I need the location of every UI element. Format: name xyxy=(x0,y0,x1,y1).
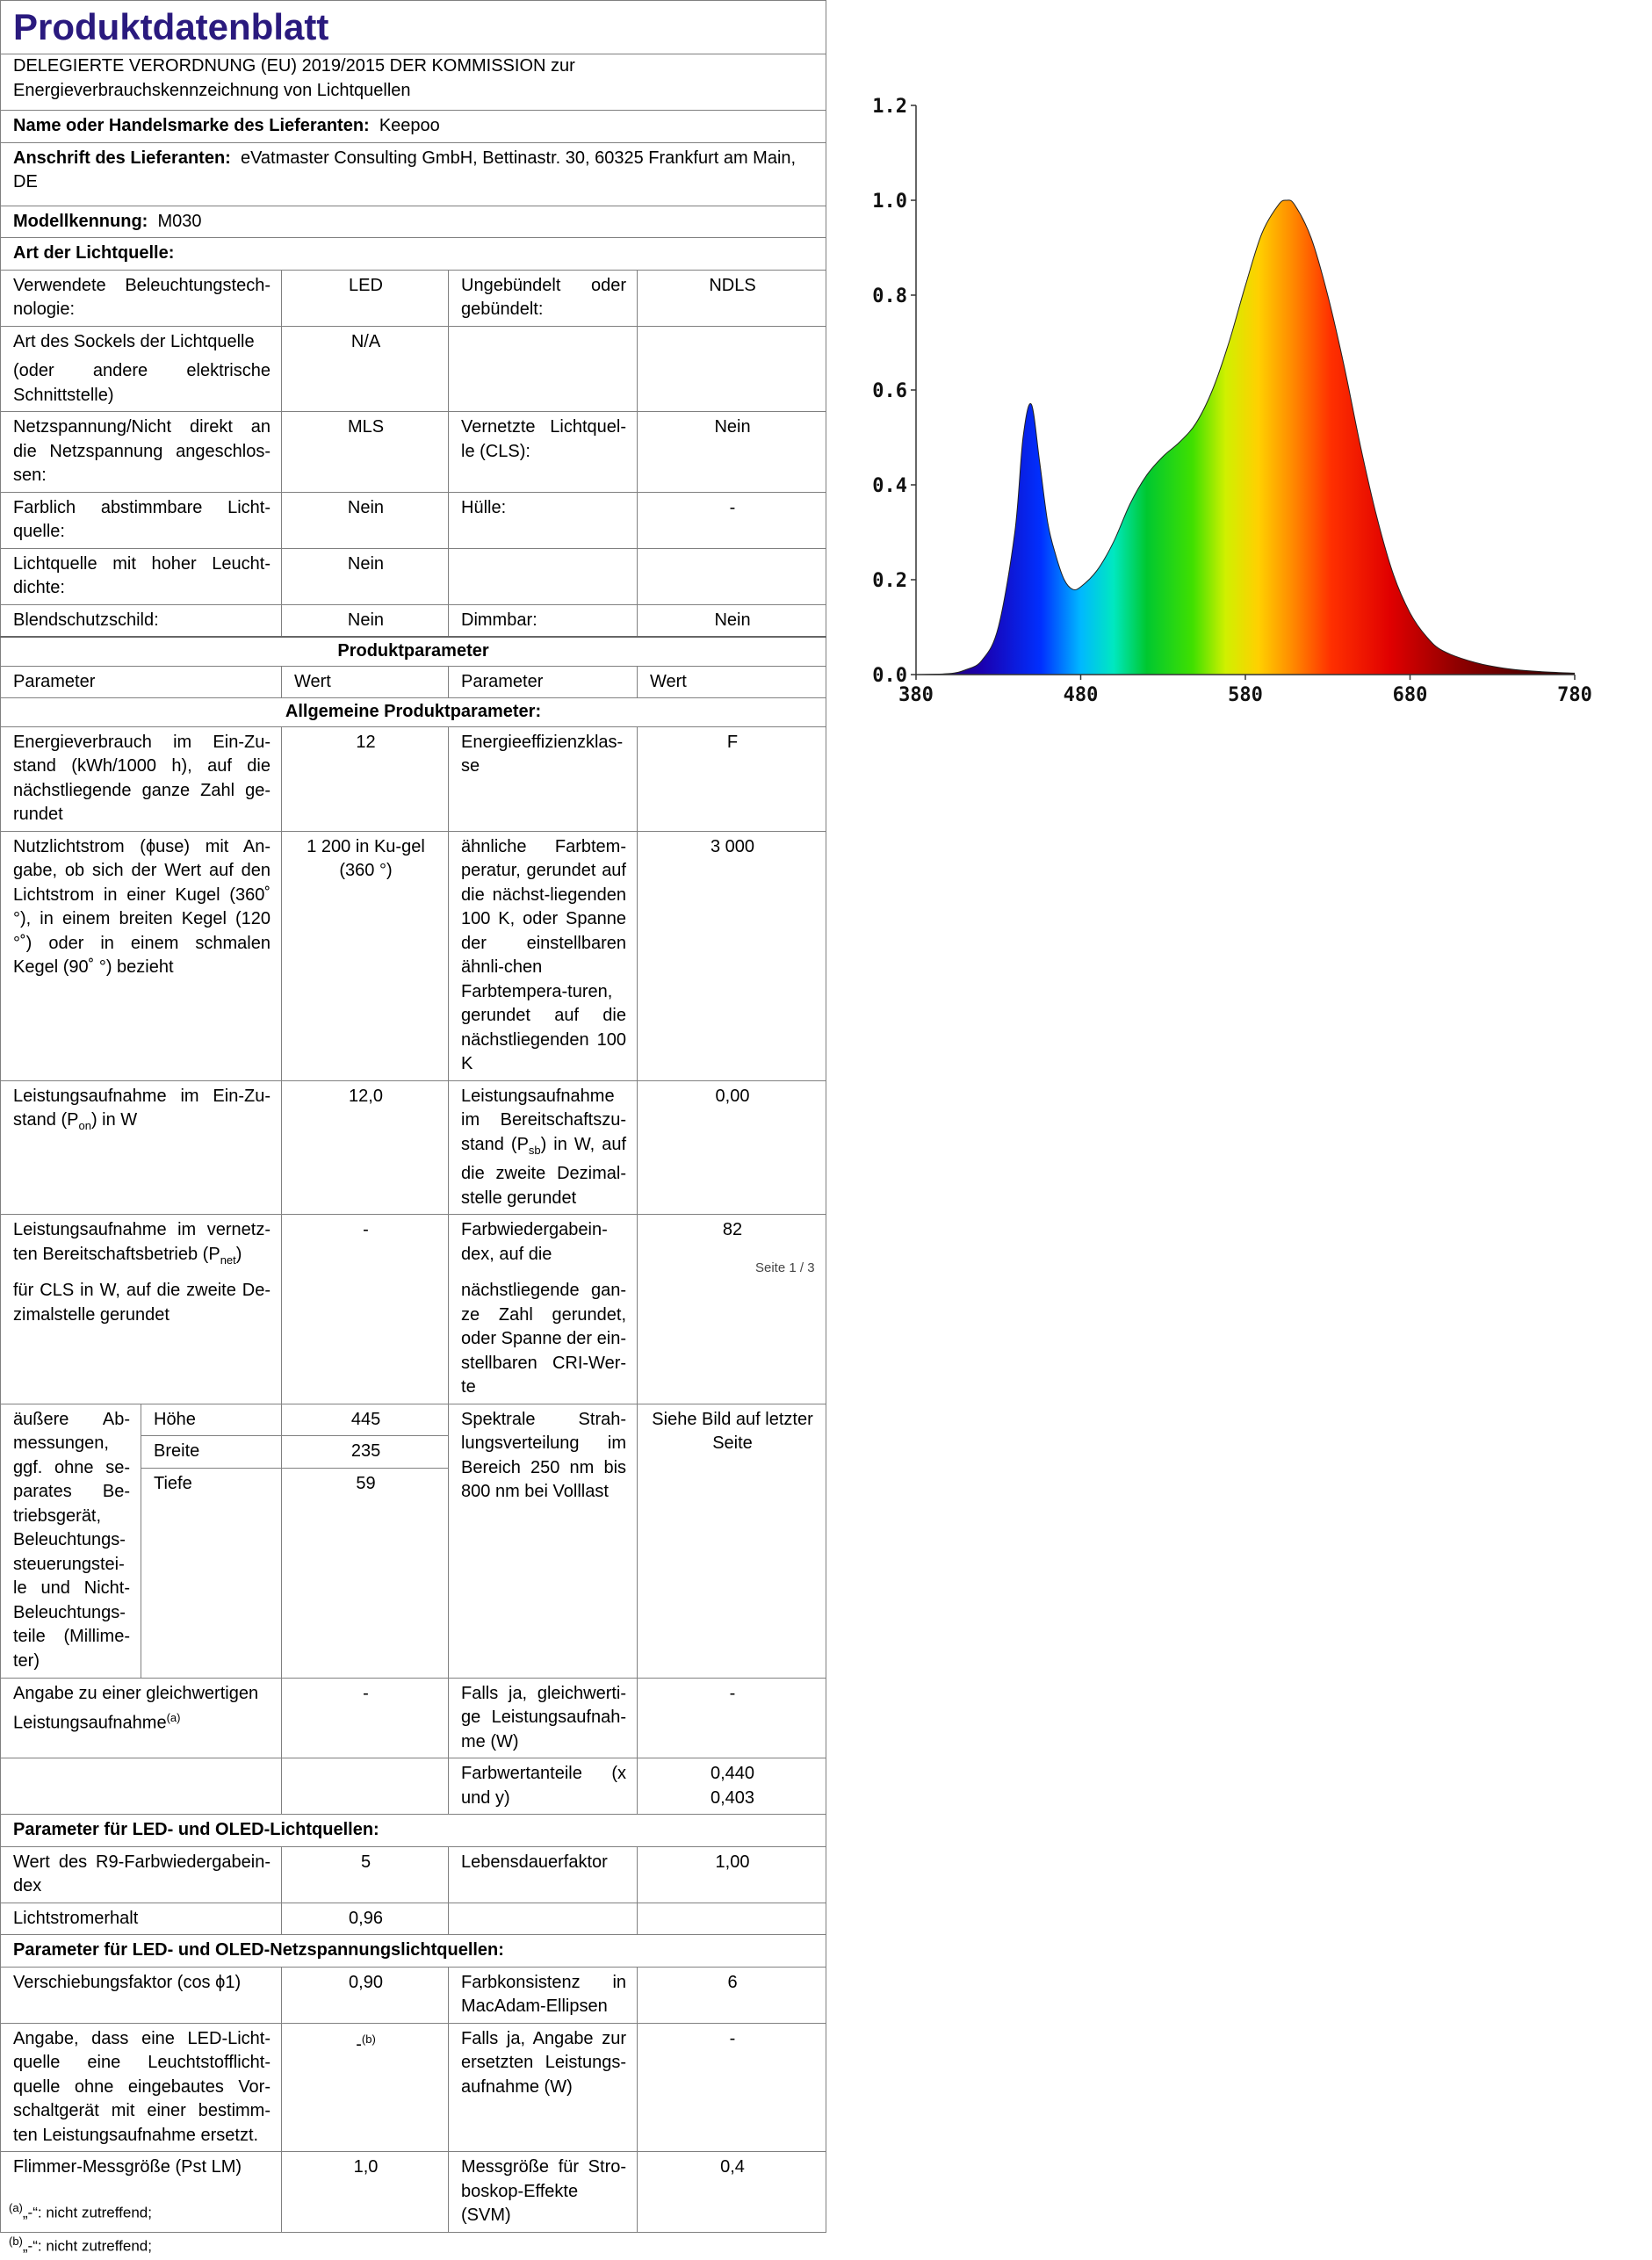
connected-value: Nein xyxy=(638,412,826,493)
model-row xyxy=(1,206,826,238)
header-value-2: Wert xyxy=(638,666,826,698)
product-params-heading: Produktparameter xyxy=(1,637,826,666)
led-params-heading: Parameter für LED- und OLED-Lichtquellen: xyxy=(1,1815,826,1847)
energy-class-value: F xyxy=(638,726,826,831)
standby-power-value: 0,00 xyxy=(638,1080,826,1215)
equivalent-power-value: - xyxy=(282,1678,449,1758)
colour-consistency-value: 6 xyxy=(638,1967,826,2023)
r9-value: 5 xyxy=(282,1846,449,1903)
empty-cell xyxy=(638,1275,826,1404)
mains-params-heading: Parameter für LED- und OLED-Netzspannungslichtquellen: xyxy=(1,1935,826,1968)
cri-value: 82 xyxy=(638,1215,826,1276)
footnote-a-mark: (a) xyxy=(9,2201,23,2214)
displacement-factor-label: Verschiebungsfaktor (cos ϕ1) xyxy=(1,1967,282,2023)
empty-cell xyxy=(1,1758,282,1815)
net-label-end: ) xyxy=(235,1244,242,1264)
empty-cell xyxy=(638,1903,826,1935)
fluorescent-replacement-value xyxy=(282,2023,449,2152)
empty-cell xyxy=(449,548,638,604)
y-tick-label: 0.4 xyxy=(872,475,907,497)
header-value-1: Wert xyxy=(282,666,449,698)
equivalent-power-if-yes-label: Falls ja, gleichwerti-ge Leistungsaufnah-me (W) xyxy=(449,1678,638,1758)
supplier-label: Name oder Handelsmarke des Lieferanten: xyxy=(13,116,370,135)
displacement-factor-value: 0,90 xyxy=(282,1967,449,2023)
chromaticity-value xyxy=(638,1758,826,1815)
supplier-row xyxy=(1,111,826,143)
fluorescent-replacement-label: Angabe, dass eine LED-Licht-quelle eine Leuchtstofflicht-quelle ohne eingebautes Vor-schaltgerät mit einer bestimm-ten Leistungsaufnahme ersetzt. xyxy=(1,2023,282,2152)
empty-cell xyxy=(449,1903,638,1935)
standby-label-text: Leistungsaufnahme im Bereitschaftszu-stand (P xyxy=(461,1086,626,1154)
x-tick-label: 680 xyxy=(1392,684,1428,706)
useful-flux-value: 1 200 in Ku-gel (360 °) xyxy=(282,831,449,1080)
net-sub: net xyxy=(220,1253,236,1267)
datasheet-table-1 xyxy=(0,0,826,1275)
energy-consumption-label: Energieverbrauch im Ein-Zu-stand (kWh/1000 h), auf die nächstliegende ganze Zahl ge-rundet xyxy=(1,726,282,831)
page-number: Seite 1 / 3 xyxy=(755,1260,815,1275)
dimensions-label: äußere Ab-messungen, ggf. ohne se-parates Be-triebsgerät, Beleuchtungs-steuerungstei-le und Nicht-Beleuchtungs-teile (Millime-ter) xyxy=(1,1404,141,1678)
footnotes xyxy=(9,2194,152,2260)
depth-label: Tiefe xyxy=(141,1468,282,1678)
directional-label: Ungebündelt oder gebündelt: xyxy=(449,270,638,326)
useful-flux-label: Nutzlichtstrom (ϕuse) mit An-gabe, ob sich der Wert auf den Lichtstrom in einer Kugel (360˚ °), in einem breiten Kegel (120 °˚) oder in einem schmalen Kegel (90˚ °) bezieht xyxy=(1,831,282,1080)
cri-label: Farbwiedergabein-dex, auf die xyxy=(449,1215,638,1276)
spectrum-chart-area xyxy=(834,0,1652,826)
high-luminance-value: Nein xyxy=(282,548,449,604)
x-tick-label: 780 xyxy=(1557,684,1592,706)
footnote-b-text: „-“: nicht zutreffend; xyxy=(22,2237,152,2255)
y-tick-label: 0.2 xyxy=(872,570,907,592)
replaced-power-label: Falls ja, Angabe zur ersetzten Leistungs-aufnahme (W) xyxy=(449,2023,638,2152)
datasheet-part-1 xyxy=(0,0,826,1275)
header-parameter-2: Parameter xyxy=(449,666,638,698)
equivalent-power-label xyxy=(1,1678,282,1758)
power-on-label xyxy=(1,1080,282,1215)
directional-value: NDLS xyxy=(638,270,826,326)
cap-type-label xyxy=(1,326,282,412)
spectral-distribution-label: Spektrale Strah-lungsverteilung im Bereich 250 nm bis 800 nm bei Volllast xyxy=(449,1404,638,1678)
address-value: eVatmaster Consulting GmbH, Bettinastr. 30, 60325 Frankfurt am Main, DE xyxy=(13,148,797,191)
page-title: Produktdatenblatt xyxy=(1,1,826,54)
cri-label-cont: nächstliegende gan-ze Zahl gerundet, oder Spanne der ein-stellbaren CRI-Wer-te xyxy=(449,1275,638,1404)
cap-type-label-2: (oder andere elektrische Schnittstelle) xyxy=(13,361,271,405)
mains-label: Netzspannung/Nicht direkt an die Netzspannung angeschlos-sen: xyxy=(1,412,282,493)
mains-value: MLS xyxy=(282,412,449,493)
power-on-label-end: ) in W xyxy=(90,1110,138,1130)
power-on-label-text: Leistungsaufnahme im Ein-Zu-stand (P xyxy=(13,1086,271,1130)
footnote-b-mark: (b) xyxy=(9,2234,23,2248)
anti-glare-value: Nein xyxy=(282,604,449,637)
anti-glare-label: Blendschutzschild: xyxy=(1,604,282,637)
address-row xyxy=(1,142,826,206)
height-value: 445 xyxy=(282,1404,449,1436)
cap-type-value: N/A xyxy=(282,326,449,412)
energy-consumption-value: 12 xyxy=(282,726,449,831)
chromaticity-y: 0,403 xyxy=(710,1787,755,1808)
empty-cell xyxy=(282,1758,449,1815)
dimmable-label: Dimmbar: xyxy=(449,604,638,637)
stroboscopic-label: Messgröße für Stro-boskop-Effekte (SVM) xyxy=(449,2152,638,2233)
r9-label: Wert des R9-Farbwiedergabein-dex xyxy=(1,1846,282,1903)
footnote-a xyxy=(9,2194,152,2228)
lumen-maintenance-label: Lichtstromerhalt xyxy=(1,1903,282,1935)
y-tick-label: 0.6 xyxy=(872,380,907,402)
technology-label: Verwendete Beleuchtungstech-nologie: xyxy=(1,270,282,326)
technology-value: LED xyxy=(282,270,449,326)
y-tick-label: 1.0 xyxy=(872,191,907,213)
power-on-sub: on xyxy=(78,1119,91,1132)
header-parameter-1: Parameter xyxy=(1,666,282,698)
height-label: Höhe xyxy=(141,1404,282,1436)
lumen-maintenance-value: 0,96 xyxy=(282,1903,449,1935)
width-label: Breite xyxy=(141,1436,282,1469)
general-params-heading: Allgemeine Produktparameter: xyxy=(1,698,826,727)
spectrum-chart xyxy=(834,0,1652,738)
chromaticity-x: 0,440 xyxy=(710,1764,755,1783)
networked-standby-label xyxy=(1,1215,282,1276)
networked-standby-label-cont: für CLS in W, auf die zweite De-zimalstelle gerundet xyxy=(1,1275,282,1404)
footnote-ref-a: (a) xyxy=(166,1711,181,1724)
model-value: M030 xyxy=(157,211,202,231)
dimmable-value: Nein xyxy=(638,604,826,637)
equivalent-power-text: Angabe zu einer gleichwertigen Leistungsaufnahme xyxy=(13,1683,259,1733)
chromaticity-label: Farbwertanteile (x und y) xyxy=(449,1758,638,1815)
empty-cell xyxy=(282,1275,449,1404)
empty-cell xyxy=(449,326,638,412)
flicker-label: Flimmer-Messgröße (Pst LM) xyxy=(1,2152,282,2233)
standby-label-end: ) in W, auf die zweite Dezimal-stelle gerundet xyxy=(461,1134,626,1208)
colour-consistency-label: Farbkonsistenz in MacAdam-Ellipsen xyxy=(449,1967,638,2023)
cap-type-label-1: Art des Sockels der Lichtquelle xyxy=(13,331,255,351)
standby-power-label xyxy=(449,1080,638,1215)
envelope-value: - xyxy=(638,492,826,548)
x-tick-label: 580 xyxy=(1228,684,1263,706)
width-value: 235 xyxy=(282,1436,449,1469)
y-tick-label: 1.2 xyxy=(872,96,907,118)
footnote-ref-b: (b) xyxy=(361,2032,376,2046)
cct-label: ähnliche Farbtem-peratur, gerundet auf die nächst-liegenden 100 K, oder Spanne der einstellbaren ähnli-chen Farbtempera-turen, gerundet auf die nächstliegenden 100 K xyxy=(449,831,638,1080)
footnote-a-text: „-“: nicht zutreffend; xyxy=(22,2204,152,2221)
equivalent-power-if-yes-value: - xyxy=(638,1678,826,1758)
standby-sub: sb xyxy=(528,1143,541,1157)
colour-tunable-value: Nein xyxy=(282,492,449,548)
spectral-distribution-value: Siehe Bild auf letzter Seite xyxy=(638,1404,826,1678)
replaced-power-value: - xyxy=(638,2023,826,2152)
address-label: Anschrift des Lieferanten: xyxy=(13,148,231,168)
cct-value: 3 000 xyxy=(638,831,826,1080)
model-label: Modellkennung: xyxy=(13,211,148,231)
survival-factor-value: 1,00 xyxy=(638,1846,826,1903)
high-luminance-label: Lichtquelle mit hoher Leucht-dichte: xyxy=(1,548,282,604)
flicker-value: 1,0 xyxy=(282,2152,449,2233)
supplier-value: Keepoo xyxy=(379,116,440,135)
survival-factor-label: Lebensdauerfaktor xyxy=(449,1846,638,1903)
energy-class-label: Energieeffizienzklas-se xyxy=(449,726,638,831)
net-label-text: Leistungsaufnahme im vernetz-ten Bereitschaftsbetrieb (P xyxy=(13,1220,271,1264)
footnote-b xyxy=(9,2228,152,2260)
stroboscopic-value: 0,4 xyxy=(638,2152,826,2233)
spectrum-area xyxy=(916,200,1575,675)
networked-standby-value: - xyxy=(282,1215,449,1276)
empty-cell xyxy=(638,548,826,604)
power-on-value: 12,0 xyxy=(282,1080,449,1215)
x-tick-label: 380 xyxy=(898,684,934,706)
empty-cell xyxy=(638,326,826,412)
datasheet-table-2 xyxy=(0,1275,826,2233)
depth-value: 59 xyxy=(282,1468,449,1678)
fluorescent-replacement-dash: - xyxy=(356,2034,362,2054)
connected-label: Vernetzte Lichtquel-le (CLS): xyxy=(449,412,638,493)
y-tick-label: 0.8 xyxy=(872,285,907,307)
regulation-text: DELEGIERTE VERORDNUNG (EU) 2019/2015 DER KOMMISSION zur Energieverbrauchskennzeichnung von Lichtquellen xyxy=(1,54,826,111)
y-tick-label: 0.0 xyxy=(872,665,907,687)
x-tick-label: 480 xyxy=(1063,684,1099,706)
datasheet-part-2 xyxy=(0,1275,826,2233)
colour-tunable-label: Farblich abstimmbare Licht-quelle: xyxy=(1,492,282,548)
envelope-label: Hülle: xyxy=(449,492,638,548)
light-source-type-heading: Art der Lichtquelle: xyxy=(1,238,826,271)
